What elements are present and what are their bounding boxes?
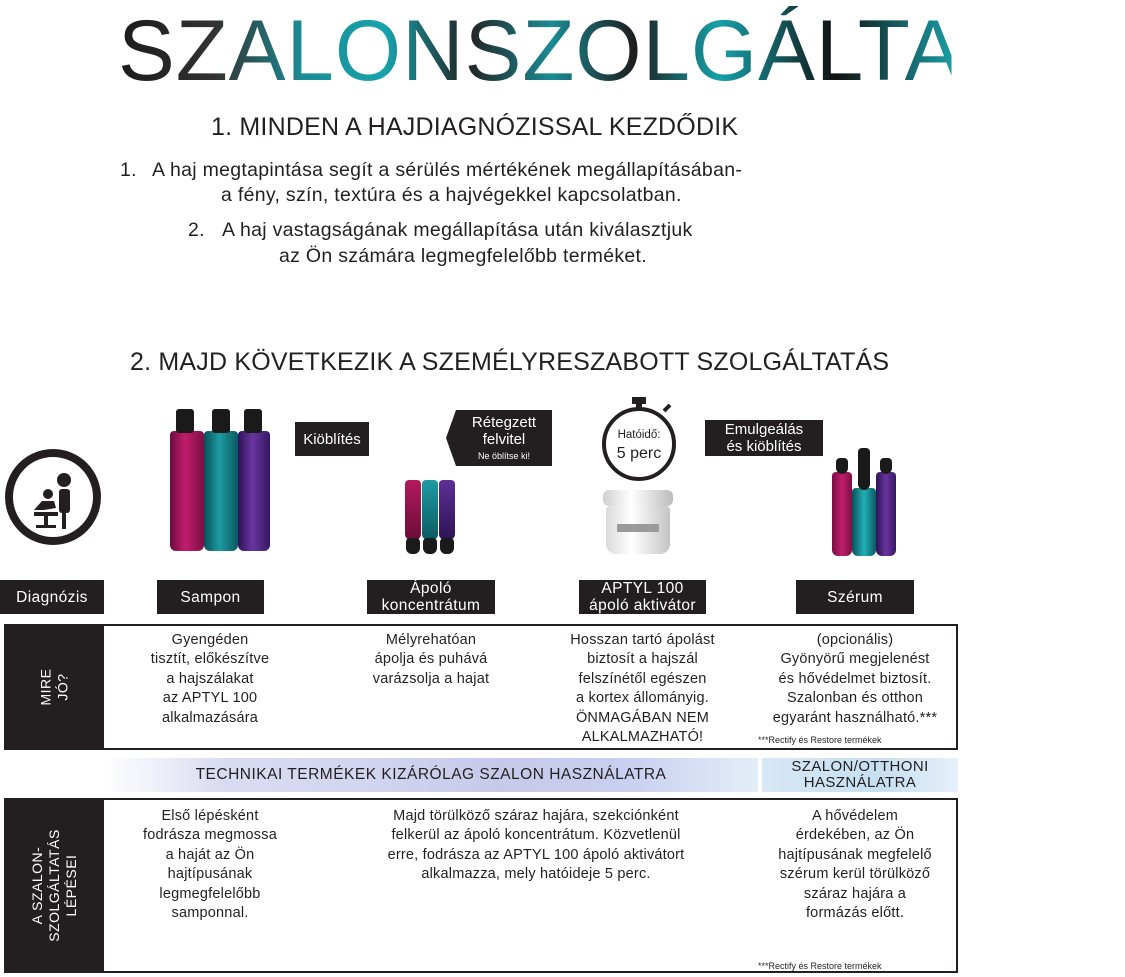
- steps-serum-line: száraz hajára a: [803, 885, 907, 902]
- benefits-footnote: ***Rectify és Restore termékek: [758, 735, 882, 745]
- benefits-concentrate-line: varázsolja a hajat: [372, 670, 490, 687]
- steps-side-label-line1: A SZALON-: [28, 846, 45, 925]
- benefits-activator: [545, 631, 740, 747]
- steps-footnote: ***Rectify és Restore termékek: [758, 961, 882, 971]
- steps-side-label-line3: LÉPÉSEI: [62, 854, 79, 917]
- steps-serum-line: érdekében, az Ön: [795, 827, 915, 844]
- steps-middle: [336, 807, 736, 885]
- salon-chair-icon: [4, 448, 102, 546]
- benefits-serum-line: (opcionális): [816, 632, 894, 648]
- section1-item2-line2: az Ön számára legmegfelelőbb terméket.: [279, 245, 647, 267]
- step-rinse: Kiöblítés: [295, 422, 369, 456]
- category-concentrate: [367, 580, 495, 614]
- benefits-side-label: [4, 624, 104, 750]
- benefits-serum-line: egyaránt használható.***: [772, 709, 938, 726]
- steps-side-label-line2: SZOLGÁLTATÁS: [45, 829, 62, 942]
- category-activator-line1: APTYL 100: [601, 580, 684, 597]
- benefits-serum-line: és hővédelmet biztosít.: [778, 670, 932, 687]
- benefits-shampoo-line: tisztít, előkészítve: [150, 651, 270, 668]
- step-layer-note: Ne öblítse ki!: [477, 451, 531, 461]
- benefits-concentrate-line: ápolja és puhává: [374, 651, 488, 668]
- category-serum: Szérum: [796, 580, 914, 614]
- steps-shampoo-line: Első lépésként: [161, 808, 259, 824]
- section1-item1-number: 1.: [120, 159, 137, 181]
- step-layer-line1: Rétegzett: [471, 414, 537, 431]
- step-layer-line2: felvitel: [482, 431, 526, 448]
- steps-side-label: [4, 798, 104, 973]
- benefits-activator-line: a kortex állományig.: [576, 690, 709, 707]
- salon-home-band-line1: SZALON/OTTHONI: [791, 758, 929, 775]
- steps-middle-line: felkerül az ápoló koncentrátum. Közvetlenül: [391, 827, 681, 844]
- steps-shampoo-line: fodrásza megmossa: [143, 827, 277, 844]
- benefits-shampoo-line: Gyengéden: [171, 632, 249, 648]
- benefits-shampoo-line: az APTYL 100: [162, 690, 258, 707]
- steps-middle-line: Majd törülköző száraz hajára, szekciónként: [393, 808, 679, 824]
- concentrate-tubes-image: [405, 480, 455, 556]
- steps-serum-line: A hővédelem: [811, 808, 899, 824]
- page-title: SZALONSZOLGÁLTATÁS: [118, 3, 1125, 99]
- step-emulsify-line1: Emulgeálás: [724, 421, 804, 438]
- benefits-concentrate: [336, 631, 526, 689]
- activator-jar-image: [603, 490, 673, 556]
- steps-serum-line: hajtípusának megfelelő: [778, 846, 932, 863]
- section1-heading: 1. MINDEN A HAJDIAGNÓZISSAL KEZDŐDIK: [211, 113, 739, 141]
- section1-item1-line1: A haj megtapintása segít a sérülés mértékének megállapításában-: [152, 159, 743, 181]
- benefits-side-label-line1: MIRE: [37, 668, 53, 706]
- category-activator-line2: ápoló aktivátor: [589, 597, 696, 614]
- category-activator: [579, 580, 706, 614]
- step-emulsify-line2: és kiöblítés: [726, 438, 802, 455]
- benefits-activator-line: biztosít a hajszál: [587, 651, 698, 668]
- steps-shampoo: [116, 807, 304, 923]
- steps-shampoo-line: a haját az Ön: [165, 846, 255, 863]
- benefits-shampoo-line: alkalmazására: [161, 709, 259, 726]
- benefits-activator-line: felszínétől egészen: [578, 670, 707, 687]
- benefits-concentrate-line: Mélyrehatóan: [385, 632, 477, 648]
- timer-value: 5 perc: [616, 445, 662, 462]
- category-diagnosis: Diagnózis: [0, 580, 104, 614]
- section1-item2-line1: A haj vastagságának megállapítása után kiválasztjuk: [222, 219, 693, 241]
- benefits-shampoo: [120, 631, 300, 728]
- serum-bottles-image: [832, 448, 898, 556]
- steps-middle-line: alkalmazza, mely hatóideje 5 perc.: [421, 866, 651, 883]
- steps-serum-line: formázás előtt.: [805, 905, 905, 922]
- section1-item2-number: 2.: [188, 219, 205, 241]
- section2-heading: 2. MAJD KÖVETKEZIK A SZEMÉLYRESZABOTT SZOLGÁLTATÁS: [130, 348, 890, 376]
- shampoo-bottles-image: [168, 405, 272, 553]
- step-layer-application: [446, 410, 566, 466]
- benefits-shampoo-line: a hajszálakat: [166, 670, 254, 687]
- steps-shampoo-line: hajtípusának: [167, 866, 253, 883]
- benefits-side-label-line2: JÓ?: [54, 673, 70, 701]
- category-concentrate-line1: Ápoló: [410, 580, 452, 597]
- benefits-serum-line: Gyönyörű megjelenést: [780, 651, 930, 668]
- steps-serum-line: szérum kerül törülköző: [779, 866, 931, 883]
- benefits-activator-line: ALKALMAZHATÓ!: [581, 729, 704, 746]
- category-concentrate-line2: koncentrátum: [381, 597, 481, 614]
- steps-shampoo-line: legmegfelelőbb: [159, 885, 261, 902]
- benefits-serum-line: Szalonban és otthon: [786, 690, 923, 707]
- category-shampoo: Sampon: [157, 580, 264, 614]
- steps-serum: [752, 807, 958, 923]
- section1-item1-line2: a fény, szín, textúra és a hajvégekkel kapcsolatban.: [221, 184, 682, 206]
- step-emulsify: [705, 420, 823, 456]
- steps-middle-line: erre, fodrásza az APTYL 100 ápoló aktivátort: [387, 846, 685, 863]
- steps-shampoo-line: samponnal.: [171, 905, 249, 922]
- salon-home-band: [762, 758, 958, 792]
- salon-home-band-line2: HASZNÁLATRA: [803, 774, 917, 791]
- benefits-serum: [752, 631, 958, 728]
- stopwatch-icon: [598, 395, 680, 481]
- benefits-activator-line: Hosszan tartó ápolást: [570, 632, 715, 648]
- benefits-activator-line: ÖNMAGÁBAN NEM: [575, 709, 710, 726]
- technical-products-band: TECHNIKAI TERMÉKEK KIZÁRÓLAG SZALON HASZNÁLATRA: [104, 758, 758, 792]
- timer-label: Hatóidő:: [617, 429, 661, 441]
